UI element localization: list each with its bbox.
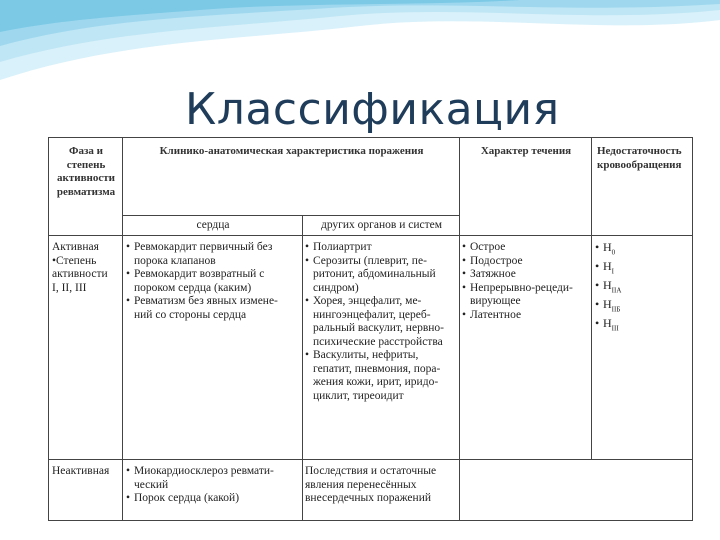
list-item: пороком сердца (каким) bbox=[134, 281, 252, 294]
decorative-wave-header bbox=[0, 0, 720, 90]
list-item: гепатит, пневмония, пора- bbox=[313, 362, 441, 375]
active-heart-cell bbox=[126, 241, 302, 322]
inactive-phase-cell bbox=[52, 465, 122, 479]
list-item: вирующее bbox=[470, 295, 521, 307]
list-item: • Васкулиты, нефриты, bbox=[305, 349, 419, 361]
list-item: Неактивная bbox=[52, 465, 110, 477]
list-item: ческий bbox=[134, 478, 169, 491]
list-item: • Подострое bbox=[462, 254, 523, 267]
list-item: жения кожи, ирит, иридо- bbox=[313, 376, 439, 388]
list-item: • Непрерывно-рецеди- bbox=[462, 281, 573, 294]
row-separator bbox=[48, 459, 693, 460]
active-course-cell bbox=[462, 241, 591, 322]
list-item: внесердечных поражений bbox=[305, 492, 432, 504]
list-item: • Хорея, энцефалит, ме- bbox=[305, 295, 422, 307]
list-item: • Миокардиосклероз ревмати- bbox=[126, 465, 274, 477]
list-item: • Острое bbox=[462, 241, 506, 253]
header-other: других органов и систем bbox=[320, 219, 443, 231]
table-border-bottom bbox=[48, 520, 693, 521]
list-item: синдром) bbox=[313, 281, 359, 294]
list-item: • $Н_{IIА}$ bbox=[595, 277, 622, 295]
list-item: • Затяжное bbox=[462, 268, 516, 280]
list-item: • Ревматизм без явных измене- bbox=[126, 295, 278, 307]
inactive-other-cell bbox=[305, 465, 459, 506]
header-phase: Фаза и степень активности ревматизма bbox=[56, 145, 116, 198]
list-item: ритонит, абдоминальный bbox=[313, 268, 436, 280]
list-item: • $Н_I$ bbox=[595, 258, 615, 276]
list-item: • Полиартрит bbox=[305, 241, 372, 253]
list-item: • $Н_0$ bbox=[595, 240, 616, 257]
header-heart: сердца bbox=[196, 219, 230, 231]
list-item: ний со стороны сердца bbox=[134, 308, 247, 321]
list-item: психические расстройства bbox=[313, 335, 443, 348]
active-phase-cell bbox=[52, 241, 122, 295]
list-item: • $Н_{III}$ bbox=[595, 315, 619, 332]
list-item: • Порок сердца (какой) bbox=[126, 492, 240, 504]
list-item: явления перенесённых bbox=[305, 478, 417, 491]
list-item: нингоэнцефалит, цереб- bbox=[313, 308, 431, 321]
list-item: • $Н_{IIБ}$ bbox=[595, 296, 621, 314]
list-item: • Ревмокардит первичный без bbox=[126, 241, 273, 253]
table-border-right bbox=[692, 137, 693, 521]
list-item: Активная bbox=[52, 241, 99, 253]
column-line-2 bbox=[302, 215, 303, 521]
header-insufficiency: Недостаточность кровообращения bbox=[597, 145, 682, 171]
list-item: • Ревмокардит возвратный с bbox=[126, 268, 265, 280]
list-item: • Латентное bbox=[462, 308, 522, 321]
list-item: • Серозиты (плеврит, пе- bbox=[305, 254, 427, 267]
table-border-top bbox=[48, 137, 693, 138]
header-separator bbox=[48, 235, 693, 236]
list-item: I, II, III bbox=[52, 281, 87, 294]
list-item: Последствия и остаточные bbox=[305, 465, 437, 477]
list-item: порока клапанов bbox=[134, 254, 216, 267]
inactive-heart-cell bbox=[126, 465, 302, 506]
list-item: ральный васкулит, нервно- bbox=[313, 322, 444, 334]
active-other-cell bbox=[305, 241, 459, 403]
column-line-4 bbox=[591, 137, 592, 460]
header-clinical: Клинико-анатомическая характеристика поражения bbox=[159, 145, 424, 157]
active-insufficiency-cell bbox=[595, 241, 692, 335]
classification-table bbox=[48, 137, 693, 521]
subheader-separator bbox=[122, 215, 459, 216]
table-border-left bbox=[48, 137, 49, 521]
column-line-1 bbox=[122, 137, 123, 521]
list-item: циклит, тиреоидит bbox=[313, 389, 404, 402]
column-line-3 bbox=[459, 137, 460, 521]
page-title: Классификация bbox=[185, 84, 560, 135]
list-item: •Степень bbox=[52, 254, 97, 267]
list-item: активности bbox=[52, 268, 108, 280]
header-course: Характер течения bbox=[480, 145, 572, 157]
